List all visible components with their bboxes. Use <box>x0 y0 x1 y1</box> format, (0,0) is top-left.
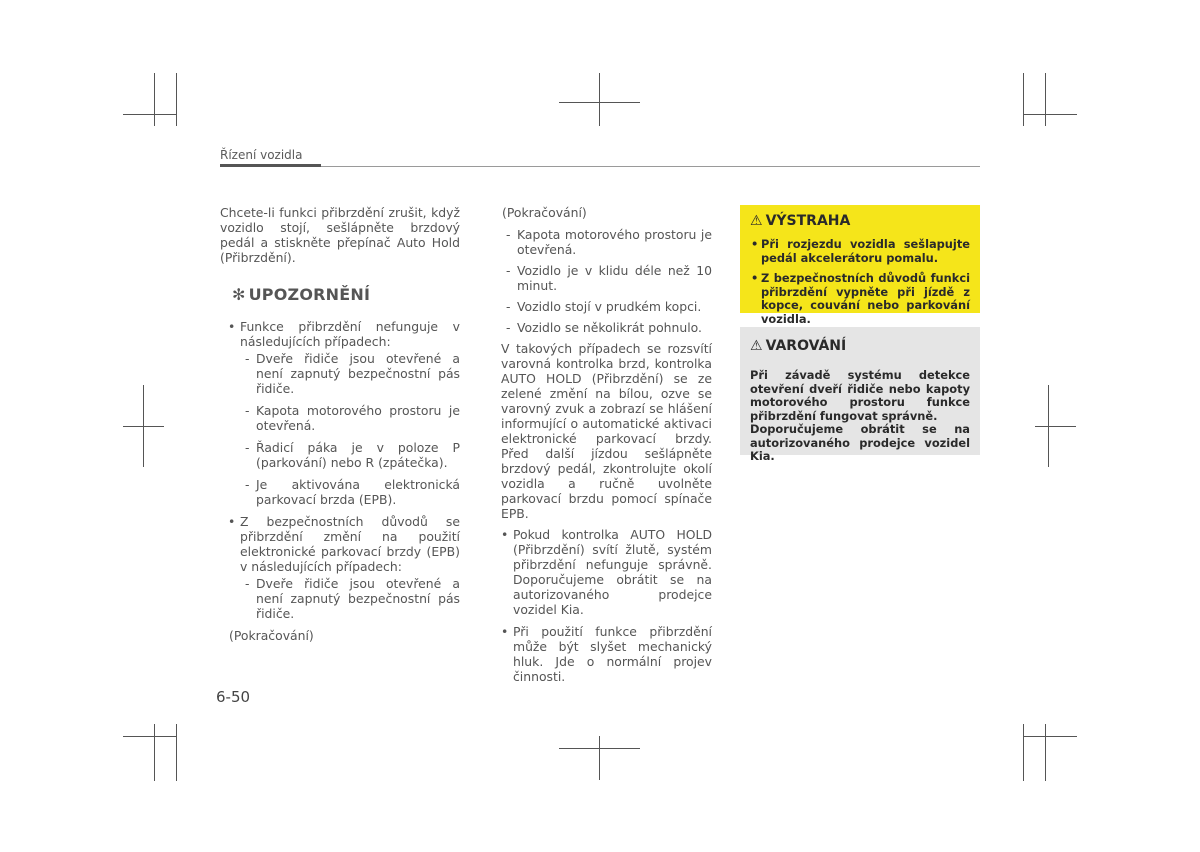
warning-triangle-icon: ⚠ <box>750 213 763 229</box>
sub-list-item <box>240 403 460 433</box>
sub-list-item-text: - Dveře řidiče jsou otevřené a není zapnutý bezpečnostní pás řidiče. <box>256 576 460 621</box>
column-1 <box>220 205 460 649</box>
crop-mark <box>1045 73 1046 126</box>
sub-list <box>240 576 460 621</box>
sub-list-item-text: - Kapota motorového prostoru je otevřená. <box>517 227 712 257</box>
caution-triangle-icon: ⚠ <box>750 338 763 354</box>
caution-text: Doporučujeme obrátit se na autorizovaného prodejce vozidel Kia. <box>750 422 970 463</box>
registration-mark <box>599 73 600 126</box>
warning-list <box>750 238 970 326</box>
crop-mark <box>123 736 176 737</box>
list-item <box>493 527 712 617</box>
warning-title-label: VÝSTRAHA <box>765 213 851 229</box>
registration-mark <box>559 748 640 749</box>
crop-mark <box>154 73 155 126</box>
registration-mark <box>1035 426 1076 427</box>
crop-mark <box>123 114 176 115</box>
continued-label: (Pokračování) <box>229 628 314 643</box>
sub-list <box>493 227 712 335</box>
sub-list-item-text: - Vozidlo stojí v prudkém kopci. <box>517 299 702 314</box>
caution-list <box>220 319 460 621</box>
crop-mark <box>1023 736 1077 737</box>
column-3 <box>740 205 980 463</box>
sub-list-item <box>240 351 460 396</box>
caution-title-label: VAROVÁNÍ <box>765 338 847 354</box>
intro-paragraph: Chcete-li funkci přibrzdění zrušit, když vozidlo stojí, sešlápněte brzdový pedál a stiskněte přepínač Auto Hold (Přibrzdění). <box>220 205 460 265</box>
sub-list-item-text: - Je aktivována elektronická parkovací brzda (EPB). <box>256 477 460 507</box>
crop-mark <box>1045 724 1046 781</box>
sub-list-item-text: - Vozidlo je v klidu déle než 10 minut. <box>517 263 712 293</box>
list-item <box>220 514 460 621</box>
sub-list-item <box>501 320 712 335</box>
sub-list-item-text: - Řadicí páka je v poloze P (parkování) nebo R (zpátečka). <box>256 440 460 470</box>
caution-body <box>750 369 970 464</box>
caution-list <box>493 527 712 684</box>
continued-label: (Pokračování) <box>502 205 587 220</box>
sub-list-item-text: - Dveře řidiče jsou otevřené a není zapnutý bezpečnostní pás řidiče. <box>256 351 460 396</box>
asterisk-icon: ✻ <box>232 285 246 304</box>
warning-title <box>750 212 970 230</box>
list-item <box>220 319 460 507</box>
header-rule <box>321 166 980 167</box>
crop-mark <box>1023 114 1077 115</box>
caution-title <box>750 337 970 355</box>
list-item <box>493 624 712 684</box>
caution-heading <box>232 287 460 302</box>
crop-mark <box>1023 724 1024 781</box>
sub-list-item <box>240 440 460 470</box>
sub-list-item-text: - Vozidlo se několikrát pohnulo. <box>517 320 702 335</box>
sub-list-item <box>501 263 712 293</box>
sub-list-item <box>501 227 712 257</box>
sub-list-item <box>501 299 712 314</box>
page-number: 6-50 <box>216 688 251 706</box>
sub-list <box>240 351 460 507</box>
list-item-text: • Při použití funkce přibrzdění může být slyšet mechanický hluk. Jde o normální projev činnosti. <box>513 624 712 684</box>
warning-body <box>750 238 970 326</box>
registration-mark <box>123 426 164 427</box>
crop-mark <box>176 73 177 126</box>
body-paragraph: V takových případech se rozsvítí varovná kontrolka brzd, kontrolka AUTO HOLD (Přibrzdění) se ze zelené změní na bílou, ozve se varovný zvuk a zobrazí se hlášení informující o automatické aktivaci elektronické parkovací brzdy. Před další jízdou sešlápněte brzdový pedál, zkontrolujte okolí vozidla a ručně uvolněte parkovací brzdu pomocí spínače EPB. <box>501 341 712 521</box>
sub-list-item-text: - Kapota motorového prostoru je otevřená. <box>256 403 460 433</box>
caution-heading-label: UPOZORNĚNÍ <box>248 285 371 304</box>
registration-mark <box>559 102 640 103</box>
sub-list-item <box>240 477 460 507</box>
list-item-text: • Funkce přibrzdění nefunguje v následujících případech: <box>240 319 460 349</box>
crop-mark <box>154 724 155 781</box>
warning-list-item: • Při rozjezdu vozidla sešlapujte pedál akcelerátoru pomalu. <box>750 238 970 265</box>
registration-mark <box>599 736 600 780</box>
warning-box <box>740 205 980 326</box>
caution-box <box>740 327 980 463</box>
crop-mark <box>176 724 177 781</box>
header-rule <box>220 164 321 167</box>
caution-text: Při závadě systému detekce otevření dveří řidiče nebo kapoty motorového prostoru funkce přibrzdění fungovat správně. <box>750 368 970 423</box>
sub-list-item <box>240 576 460 621</box>
running-header: Řízení vozidla <box>220 148 303 162</box>
warning-list-item: • Z bezpečnostních důvodů funkci přibrzdění vypněte při jízdě z kopce, couvání nebo parkování vozidla. <box>750 272 970 326</box>
column-2 <box>493 205 712 691</box>
list-item-text: • Z bezpečnostních důvodů se přibrzdění změní na použití elektronické parkovací brzdy (EPB) v následujících případech: <box>240 514 460 574</box>
list-item-text: • Pokud kontrolka AUTO HOLD (Přibrzdění) svítí žlutě, systém přibrzdění nefunguje správně. Doporučujeme obrátit se na autorizovaného prodejce vozidel Kia. <box>513 527 712 617</box>
crop-mark <box>1023 73 1024 126</box>
